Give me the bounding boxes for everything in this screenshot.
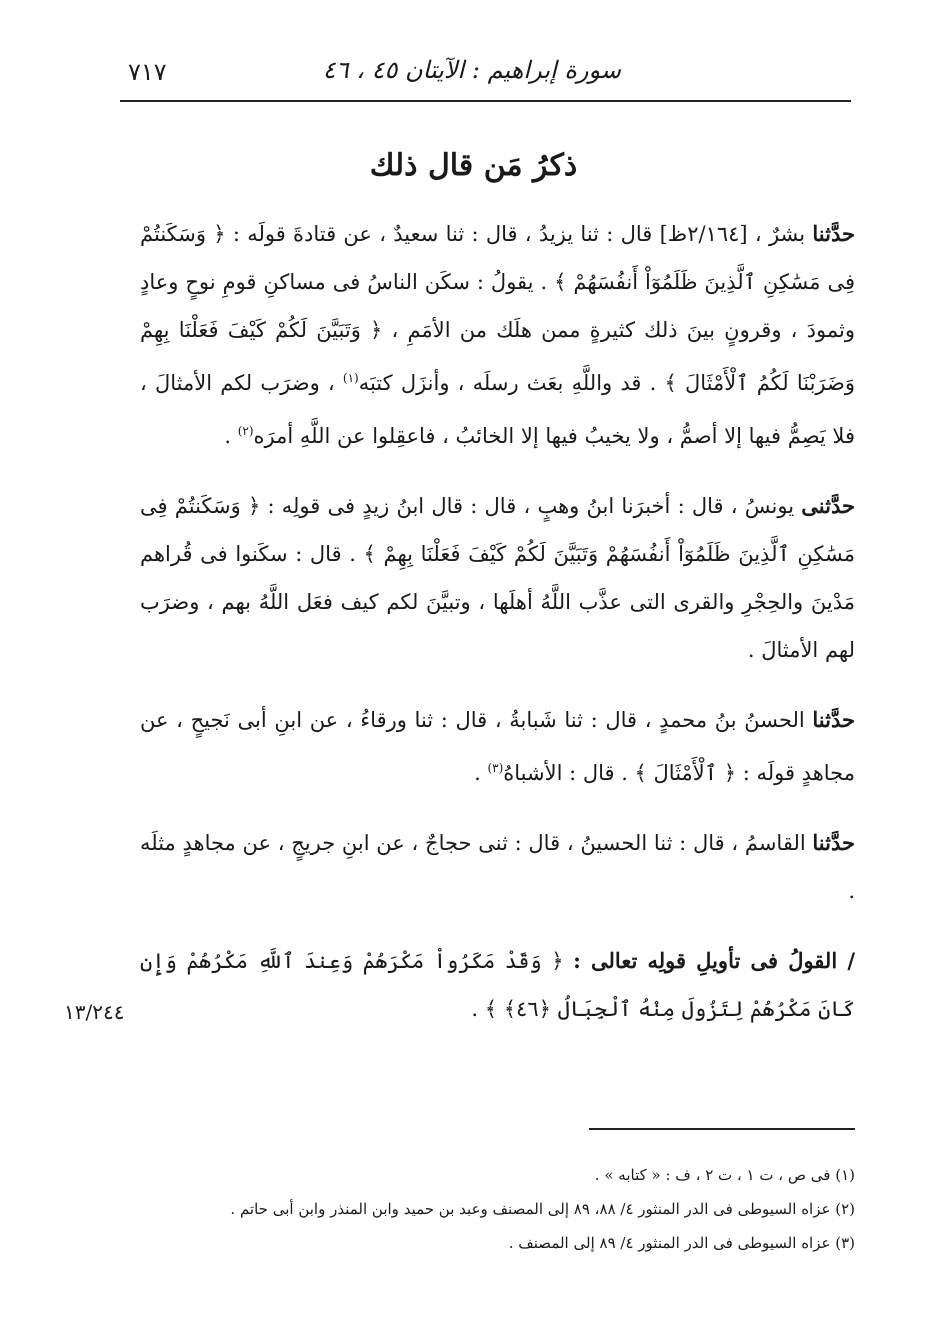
footnote-marker: (١) xyxy=(342,371,359,385)
footnote-divider xyxy=(589,1128,855,1130)
paragraph-5 xyxy=(140,937,855,1033)
footnote-1: (١) فى ص ، ت ١ ، ت ٢ ، ف : « كتابه » . xyxy=(594,1166,855,1184)
main-text xyxy=(140,210,855,1055)
running-title: سورة إبراهيم : الآيتان ٤٥ ، ٤٦ xyxy=(322,56,621,84)
paragraph-text: بشرٌ ، [٢/١٦٤ظ] قال : ثنا يزيدُ ، قال : ثنا سعيدٌ ، عن قتادةَ قولَه : ﴿ وَسَكَنتُمْ فِى مَسَٰكِنِ ٱلَّذِينَ ظَلَمُوٓاْ أَنفُسَهُمْ ﴾ . يقولُ : سكَن الناسُ فى مساكنِ قومِ نوحٍ وعادٍ وثمودَ ، وقرونٍ بينَ ذلك كثيرةٍ ممن هلَك من الأمَمِ ، ﴿ وَتَبَيَّنَ لَكُمْ كَيْفَ فَعَلْنَا بِهِمْ وَضَرَبْنَا لَكُمُ ٱلْأَمْثَالَ ﴾ . قد واللَّهِ بعَث رسلَه ، وأنزَل كتبَه xyxy=(140,222,855,395)
paragraph-1 xyxy=(140,210,855,460)
paragraph-end: . xyxy=(474,761,488,785)
page-header xyxy=(120,48,851,102)
paragraph-text: ﴿ وَقَدْ مَكَرُواْ مَكْرَهُمْ وَعِندَ ٱللَّهِ مَكْرُهُمْ وَإِن كَانَ مَكْرُهُمْ لِتَزُولَ مِنْهُ ٱلْجِبَالُ ﴿٤٦﴾ ﴾ . xyxy=(140,949,855,1021)
footnote-3: (٣) عزاه السيوطى فى الدر المنثور ٤/ ٨٩ إلى المصنف . xyxy=(508,1234,855,1252)
paragraph-4 xyxy=(140,819,855,915)
footnote-marker: (٣) xyxy=(487,761,504,775)
paragraph-lead: / القولُ فى تأويلِ قولِه تعالى : xyxy=(573,948,855,973)
section-heading: ذكرُ مَن قال ذلك xyxy=(369,148,578,183)
paragraph-text: يونسُ ، قال : أخبرَنا ابنُ وهبٍ ، قال : قال ابنُ زيدٍ فى قولِه : ﴿ وَسَكَنتُمْ فِى مَسَٰكِنِ ٱلَّذِينَ ظَلَمُوٓاْ أَنفُسَهُمْ وَتَبَيَّنَ لَكُمْ كَيْفَ فَعَلْنَا بِهِمْ ﴾ . قال : سكَنوا فى قُراهم مَدْينَ والحِجْرِ والقرى التى عذَّب اللَّهُ أهلَها ، وتبيَّنَ لكم كيف فعَل اللَّهُ بهم ، وضرَب لهم الأمثالَ . xyxy=(140,494,855,662)
paragraph-text: القاسمُ ، قال : ثنا الحسينُ ، قال : ثنى حجاجٌ ، عن ابنِ جريجٍ ، عن مجاهدٍ مثلَه . xyxy=(140,831,855,903)
footnote-marker: (٢) xyxy=(237,424,254,438)
paragraph-lead: حدَّثنا xyxy=(812,707,855,732)
page-number: ٧١٧ xyxy=(128,58,167,86)
paragraph-3 xyxy=(140,696,855,797)
margin-reference: ١٣/٢٤٤ xyxy=(64,1000,125,1024)
paragraph-lead: حدَّثنا xyxy=(812,221,855,246)
paragraph-2 xyxy=(140,482,855,674)
paragraph-end: . xyxy=(224,424,238,448)
paragraph-text: ، وضرَب لكم الأمثالَ ، فلا يَصِمُّ فيها إلا أصمُّ ، ولا يخيبُ فيها إلا الخائبُ ، فاعقِلوا عن اللَّهِ أمرَه xyxy=(140,371,855,448)
paragraph-lead: حدَّثنى xyxy=(801,493,855,518)
paragraph-lead: حدَّثنا xyxy=(812,830,855,855)
paragraph-text: الحسنُ بنُ محمدٍ ، قال : ثنا شَبابةُ ، قال : ثنا ورقاءُ ، عن ابنِ أبى نَجيحٍ ، عن مجاهدٍ قولَه : ﴿ ٱلْأَمْثَالَ ﴾ . قال : الأشباهُ xyxy=(140,708,855,785)
footnote-2: (٢) عزاه السيوطى فى الدر المنثور ٤/ ٨٨، ٨٩ إلى المصنف وعبد بن حميد وابن المنذر وابن أبى حاتم . xyxy=(230,1200,855,1218)
footnotes xyxy=(140,1158,855,1260)
